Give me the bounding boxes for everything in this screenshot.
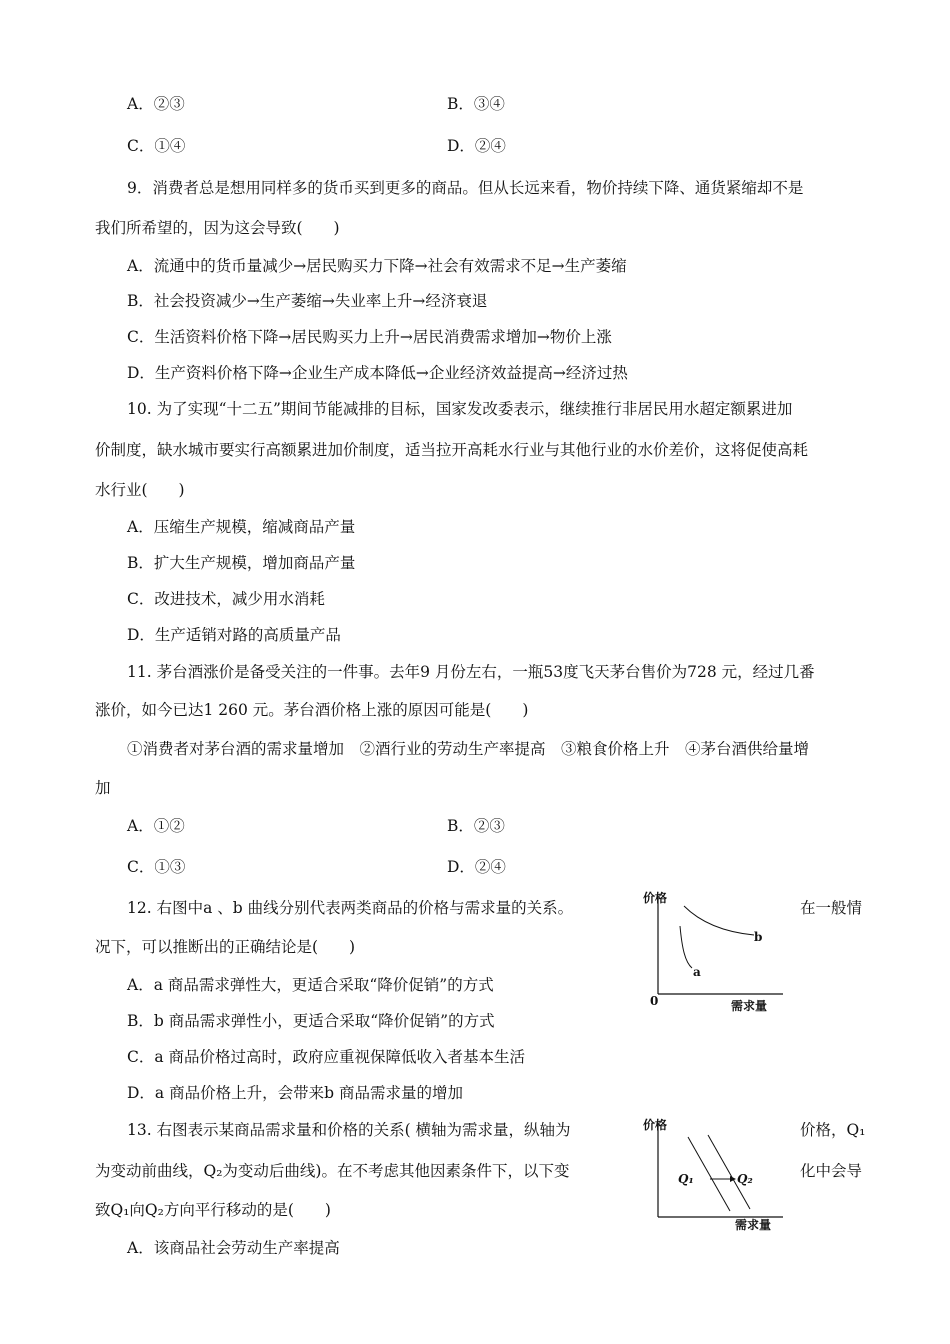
q12-curve-b [684, 906, 754, 935]
q13-shift-arrowhead [730, 1176, 736, 1182]
q12-curve-a-label: a [693, 965, 701, 979]
q11-option-a: A．①② [127, 817, 185, 835]
q13-y-label: 价格 [643, 1118, 668, 1132]
q12-demand-curves-figure [638, 890, 788, 1020]
q12-option-b: B．b 商品需求弹性小，更适合采取“降价促销”的方式 [127, 1012, 495, 1030]
q12-x-label: 需求量 [731, 999, 768, 1013]
q13-x-label: 需求量 [735, 1218, 772, 1232]
q10-stem-line3: 水行业( ) [95, 481, 185, 499]
q13-stem-line1b: 价格，Q₁ [800, 1121, 866, 1139]
q13-option-a: A．该商品社会劳动生产率提高 [127, 1239, 340, 1257]
q11-stem-line1: 11. 茅台酒涨价是备受关注的一件事。去年9 月份左右，一瓶53度飞天茅台售价为728 元，经过几番 [127, 663, 815, 681]
q13-curve-q1 [688, 1137, 730, 1211]
q10-option-c: C．改进技术，减少用水消耗 [127, 590, 325, 608]
q13-stem-line2a: 为变动前曲线，Q₂为变动后曲线)。在不考虑其他因素条件下，以下变 [95, 1162, 570, 1180]
q10-option-b: B．扩大生产规模，增加商品产量 [127, 554, 356, 572]
q13-stem-line1a: 13. 右图表示某商品需求量和价格的关系( 横轴为需求量，纵轴为 [127, 1121, 571, 1139]
q13-stem-line2b: 化中会导 [800, 1162, 863, 1180]
q9-option-a: A．流通中的货币量减少→居民购买力下降→社会有效需求不足→生产萎缩 [127, 257, 627, 275]
q9-stem-line2: 我们所希望的，因为这会导致( ) [95, 219, 340, 237]
q10-stem-line2: 价制度，缺水城市要实行高额累进加价制度，适当拉开高耗水行业与其他行业的水价差价，这将促使高耗 [95, 441, 809, 459]
q10-option-d: D．生产适销对路的高质量产品 [127, 626, 341, 644]
q12-option-d: D．a 商品价格上升，会带来b 商品需求量的增加 [127, 1084, 463, 1102]
q12-curve-a [680, 926, 692, 968]
q8-option-b: B．③④ [447, 95, 505, 113]
q10-option-a: A．压缩生产规模，缩减商品产量 [127, 518, 356, 536]
q9-option-b: B．社会投资减少→生产萎缩→失业率上升→经济衰退 [127, 292, 488, 310]
q11-items-line1: ①消费者对茅台酒的需求量增加 ②酒行业的劳动生产率提高 ③粮食价格上升 ④茅台酒供给量增 [127, 740, 810, 758]
q10-stem-line1: 10. 为了实现“十二五”期间节能减排的目标，国家发改委表示，继续推行非居民用水超定额累进加 [127, 400, 793, 418]
q12-stem-line1b: 在一般情 [800, 899, 863, 917]
q11-option-c: C．①③ [127, 858, 186, 876]
q9-option-c: C．生活资料价格下降→居民购买力上升→居民消费需求增加→物价上涨 [127, 328, 612, 346]
q13-q1-label: Q₁ [678, 1172, 694, 1186]
q12-origin-label: 0 [650, 994, 659, 1008]
q12-curve-b-label: b [754, 930, 763, 944]
q12-option-c: C．a 商品价格过高时，政府应重视保障低收入者基本生活 [127, 1048, 526, 1066]
q13-q2-label: Q₂ [737, 1172, 753, 1186]
q8-option-d: D．②④ [447, 137, 506, 155]
q12-stem-line1a: 12. 右图中a 、b 曲线分别代表两类商品的价格与需求量的关系。 [127, 899, 574, 917]
q12-stem-line2: 况下，可以推断出的正确结论是( ) [95, 938, 356, 956]
q12-y-label-1: 价格 [643, 891, 668, 905]
q8-option-a: A．②③ [127, 95, 185, 113]
q12-option-a: A．a 商品需求弹性大，更适合采取“降价促销”的方式 [127, 976, 494, 994]
q8-option-c: C．①④ [127, 137, 186, 155]
q11-option-d: D．②④ [447, 858, 506, 876]
q9-stem-line1: 9．消费者总是想用同样多的货币买到更多的商品。但从长远来看，物价持续下降、通货紧缩却不是 [127, 179, 804, 197]
q9-option-d: D．生产资料价格下降→企业生产成本降低→企业经济效益提高→经济过热 [127, 364, 628, 382]
q11-items-line2: 加 [95, 779, 111, 797]
q11-option-b: B．②③ [447, 817, 505, 835]
q13-stem-line3: 致Q₁向Q₂方向平行移动的是( ) [95, 1201, 331, 1219]
q11-stem-line2: 涨价，如今已达1 260 元。茅台酒价格上涨的原因可能是( ) [95, 701, 529, 719]
q13-demand-shift-figure [638, 1115, 788, 1240]
